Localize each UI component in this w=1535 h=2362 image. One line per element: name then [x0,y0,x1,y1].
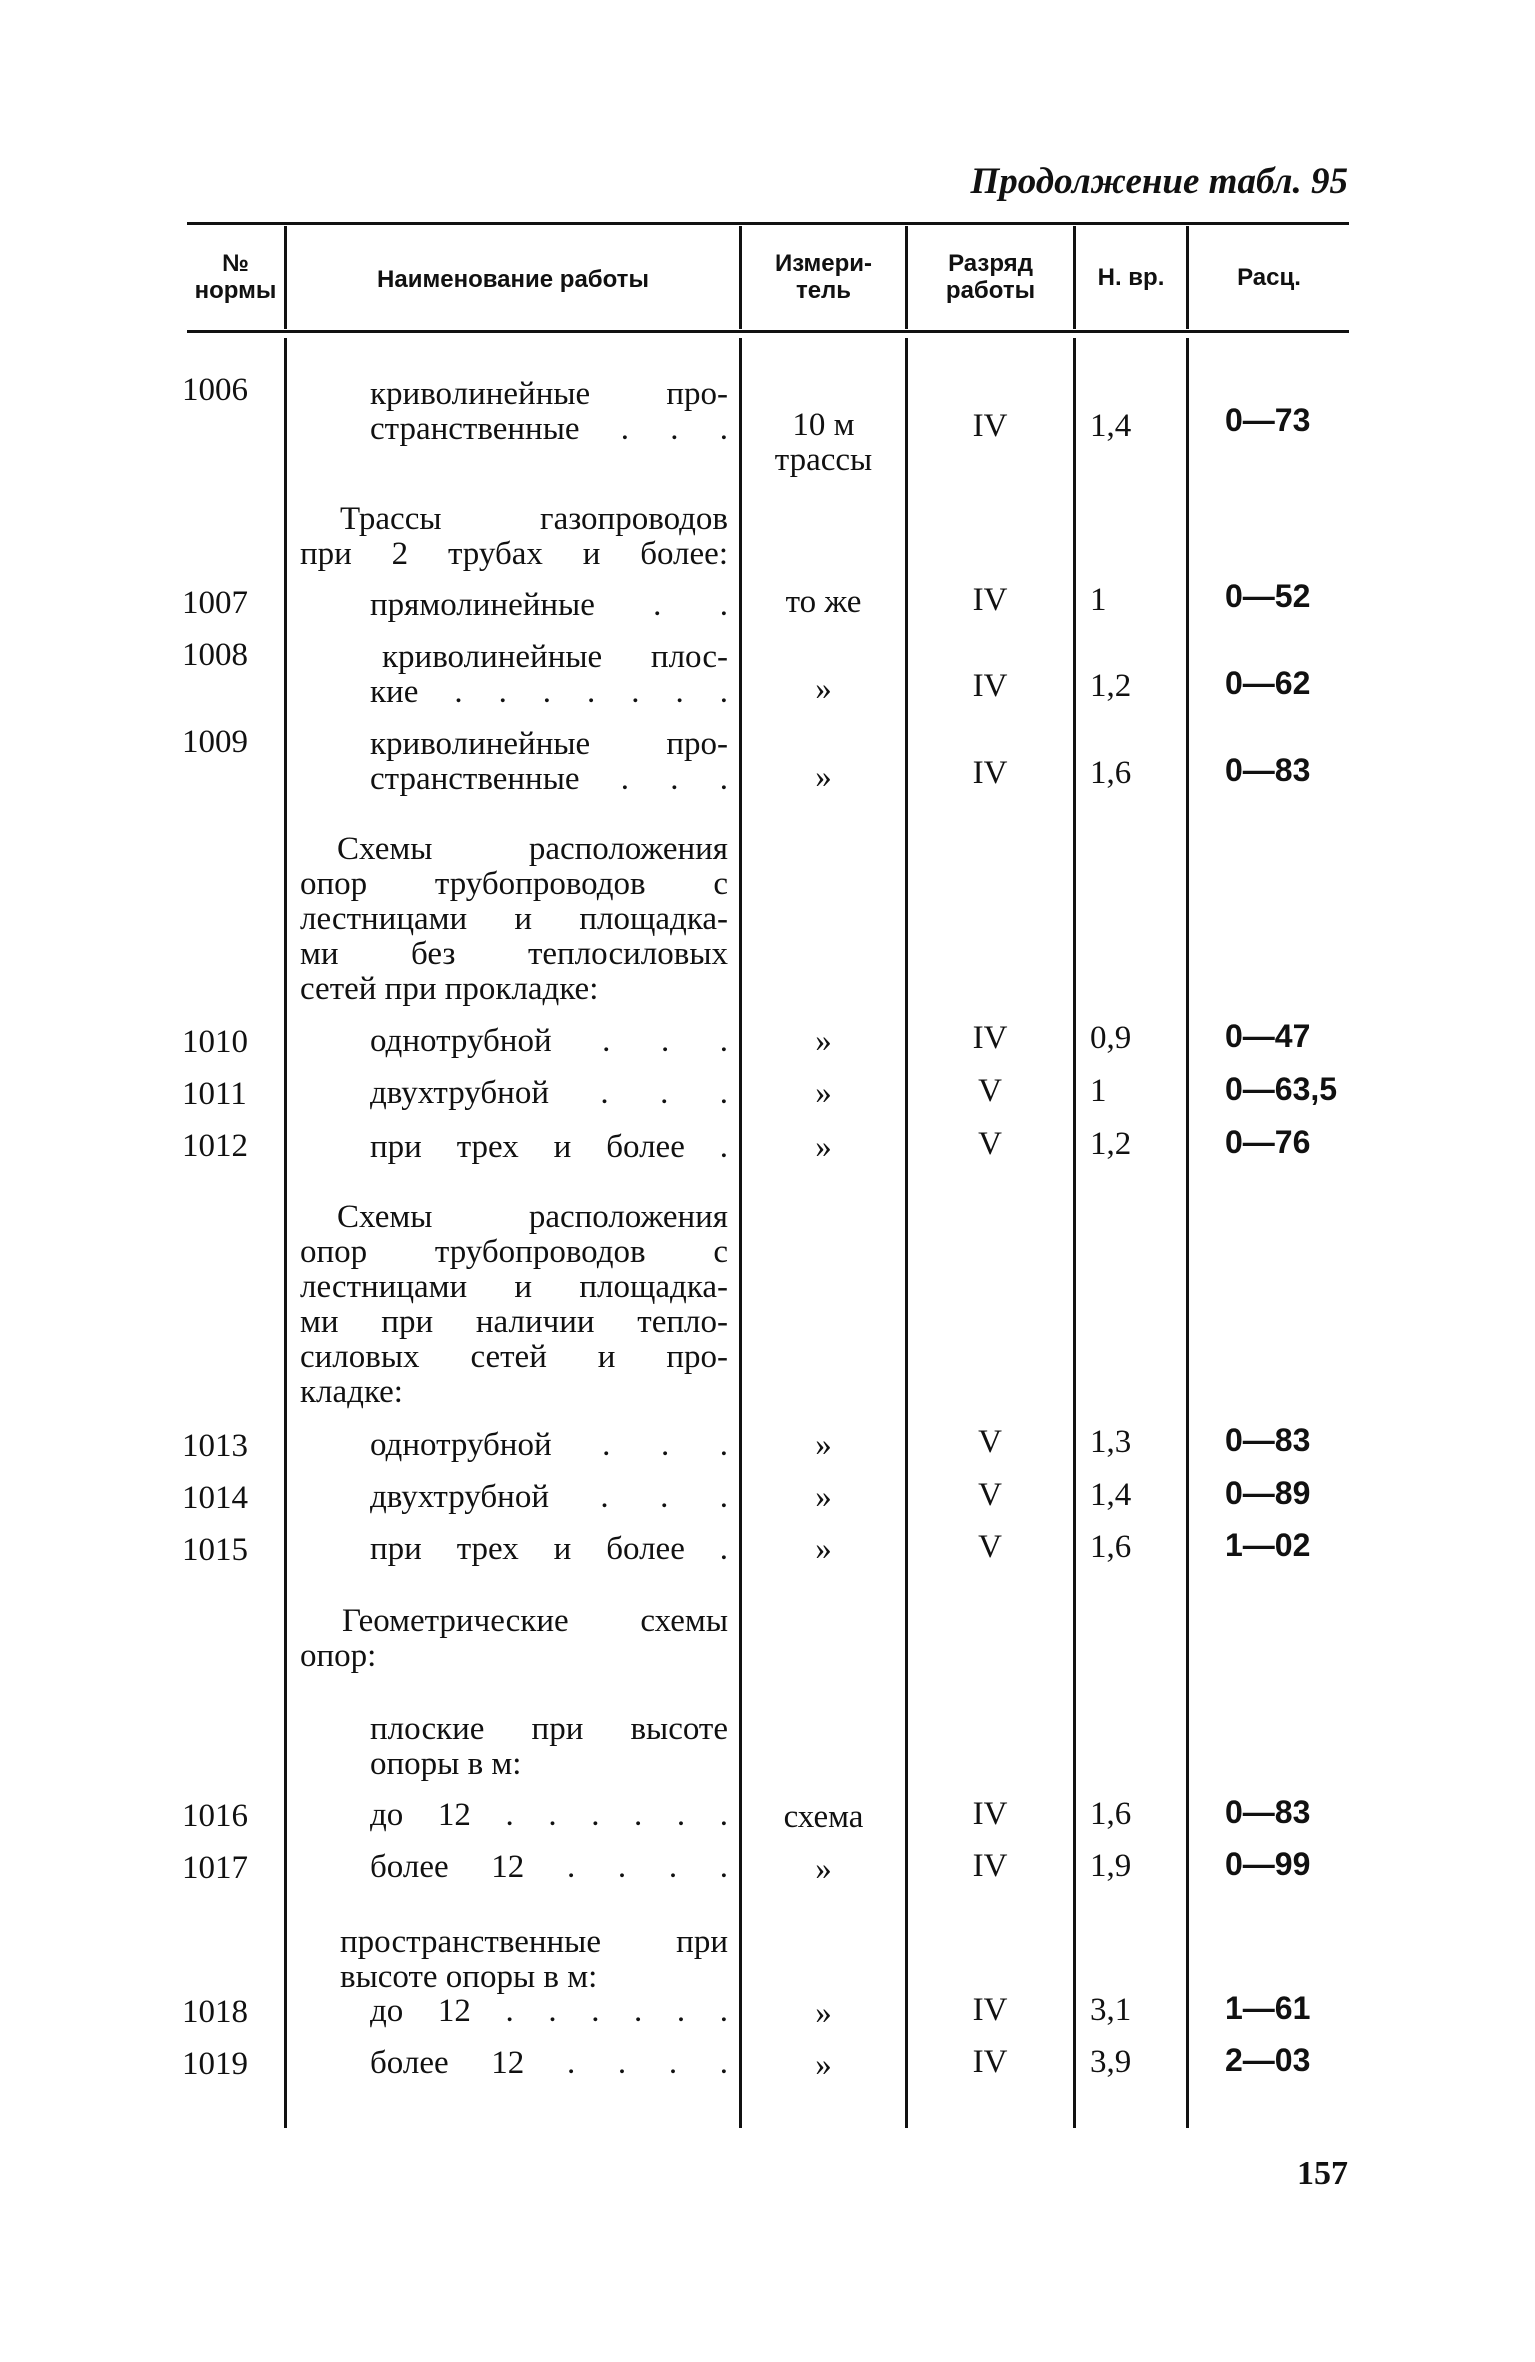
row-1008-name-line1: криволинейные плос- [382,639,728,675]
row-1018-name [370,1994,728,2029]
heading-supports2-line5: силовых сетей и про- [300,1339,728,1375]
subheading-flat-line2: опоры в м: [370,1746,522,1782]
header-grade-line2: работы [945,277,1036,304]
heading-supports-with-heat [300,1200,728,1410]
row-1015-name-line1: при трех и более . [370,1531,728,1567]
row-1017-name [370,1850,728,1885]
row-1012-rate: 0—76 [1225,1124,1311,1160]
row-1007-measure: то же [785,584,862,620]
row-1007-num: 1007 [182,585,248,621]
heading-supports1-line1: Схемы расположения [337,831,728,867]
row-1019-measure: » [815,2047,832,2083]
row-1013-name [370,1428,728,1463]
header-time-norm [1076,264,1186,291]
header-time-text: Н. вр. [1097,264,1165,291]
header-grade-line1: Разряд [948,250,1033,277]
body-separator-5 [1186,338,1189,2128]
heading-supports2-line4: ми при наличии тепло- [300,1304,728,1340]
row-1006-time: 1,4 [1090,408,1132,444]
row-1011-name-line1: двухтрубной . . . [370,1075,728,1111]
row-1011-rate: 0—63,5 [1225,1071,1338,1107]
row-1013-name-line1: однотрубной . . . [370,1427,728,1463]
row-1017-time: 1,9 [1090,1848,1132,1884]
header-meas-line1: Измери- [774,250,873,277]
row-1016-name [370,1798,728,1833]
heading-geometric-schemes [300,1604,728,1674]
row-1019-name [370,2046,728,2081]
row-1015-time: 1,6 [1090,1529,1132,1565]
row-1015-num: 1015 [182,1532,248,1568]
row-1006-name-line2: странственные . . . [370,411,728,447]
heading-supports1-line2: опор трубопроводов с [300,866,728,902]
heading-supports1-line3: лестницами и площадка- [300,901,728,937]
row-1006-num: 1006 [182,372,248,408]
row-1008-rate: 0—62 [1225,665,1311,701]
row-1014-grade: V [978,1477,1002,1513]
heading-geom-line1: Геометрические схемы [342,1603,728,1639]
heading-supports2-line1: Схемы расположения [337,1199,728,1235]
row-1018-measure: » [815,1995,832,2031]
row-1007-name [370,588,728,623]
row-1016-measure: схема [783,1799,864,1835]
row-1018-num: 1018 [182,1994,248,2030]
row-1007-time: 1 [1090,582,1107,618]
row-1008-name [370,640,728,710]
row-1017-measure: » [815,1851,832,1887]
row-1006-meas-line2: трассы [774,442,873,478]
subheading-spatial-line1: пространственные при [340,1924,728,1960]
row-1015-name [370,1532,728,1567]
row-1016-name-line1: до 12 . . . . . . [370,1797,728,1833]
row-1006-measure [742,408,905,478]
subheading-spatial-supports [300,1925,728,1995]
heading-supports1-line5: сетей при прокладке: [300,971,599,1007]
header-name-text: Наименование работы [377,266,649,293]
row-1006-name-line1: криволинейные про- [370,376,728,412]
row-1019-rate: 2—03 [1225,2042,1311,2078]
row-1016-grade: IV [972,1796,1008,1832]
header-work-name [287,266,739,293]
row-1016-rate: 0—83 [1225,1794,1311,1830]
row-1012-num: 1012 [182,1128,248,1164]
row-1014-rate: 0—89 [1225,1475,1311,1511]
row-1014-num: 1014 [182,1480,248,1516]
row-1014-name [370,1480,728,1515]
row-1009-grade: IV [972,755,1008,791]
row-1018-time: 3,1 [1090,1992,1132,2028]
row-1008-name-line2: кие . . . . . . . [370,674,728,710]
heading-gas-pipelines [300,502,728,572]
row-1010-rate: 0—47 [1225,1018,1311,1054]
heading-gas-line1: Трассы газопроводов [340,501,728,537]
row-1017-grade: IV [972,1848,1008,1884]
header-num-line1: № [222,250,249,277]
row-1009-name-line2: странственные . . . [370,761,728,797]
row-1018-rate: 1—61 [1225,1990,1311,2026]
row-1015-grade: V [978,1529,1002,1565]
row-1011-grade: V [978,1073,1002,1109]
row-1007-name-line1: прямолинейные . . [370,587,728,623]
row-1010-num: 1010 [182,1024,248,1060]
row-1011-name [370,1076,728,1111]
row-1010-name [370,1024,728,1059]
row-1012-name-line1: при трех и более . [370,1129,728,1165]
row-1017-num: 1017 [182,1850,248,1886]
row-1008-measure: » [815,671,832,707]
row-1010-time: 0,9 [1090,1020,1132,1056]
row-1015-rate: 1—02 [1225,1527,1311,1563]
row-1017-name-line1: более 12 . . . . [370,1849,728,1885]
header-norm-number [187,250,284,304]
header-rate [1189,264,1349,291]
heading-supports2-line6: кладке: [300,1374,403,1410]
row-1012-time: 1,2 [1090,1126,1132,1162]
header-bottom-rule [187,330,1349,333]
body-separator-4 [1073,338,1076,2128]
row-1006-meas-line1: 10 м [792,407,855,443]
subheading-spatial-line2: высоте опоры в м: [340,1959,598,1995]
heading-supports1-line4: ми без теплосиловых [300,936,728,972]
row-1017-rate: 0—99 [1225,1846,1311,1882]
row-1008-grade: IV [972,668,1008,704]
row-1013-rate: 0—83 [1225,1422,1311,1458]
row-1006-name [370,377,728,447]
row-1013-measure: » [815,1427,832,1463]
row-1019-name-line1: более 12 . . . . [370,2045,728,2081]
row-1013-grade: V [978,1424,1002,1460]
subheading-flat-supports [370,1712,728,1782]
heading-gas-line2: при 2 трубах и более: [300,536,728,572]
row-1019-grade: IV [972,2044,1008,2080]
row-1011-num: 1011 [182,1076,247,1112]
row-1018-grade: IV [972,1992,1008,2028]
row-1010-name-line1: однотрубной . . . [370,1023,728,1059]
heading-supports2-line3: лестницами и площадка- [300,1269,728,1305]
row-1016-time: 1,6 [1090,1796,1132,1832]
subheading-flat-line1: плоские при высоте [370,1711,728,1747]
row-1006-rate: 0—73 [1225,402,1311,438]
row-1009-name [370,727,728,797]
heading-supports-no-heat [300,832,728,1007]
row-1019-num: 1019 [182,2046,248,2082]
row-1011-time: 1 [1090,1073,1107,1109]
row-1014-time: 1,4 [1090,1477,1132,1513]
row-1015-measure: » [815,1531,832,1567]
row-1011-measure: » [815,1075,832,1111]
table-top-rule [187,222,1349,225]
body-separator-1 [284,338,287,2128]
row-1016-num: 1016 [182,1798,248,1834]
row-1019-time: 3,9 [1090,2044,1132,2080]
heading-supports2-line2: опор трубопроводов с [300,1234,728,1270]
header-rate-text: Расц. [1237,264,1301,291]
row-1009-measure: » [815,759,832,795]
row-1018-name-line1: до 12 . . . . . . [370,1993,728,2029]
row-1012-name [370,1130,728,1165]
table-caption: Продолжение табл. 95 [970,161,1348,202]
row-1008-num: 1008 [182,637,248,673]
row-1007-grade: IV [972,582,1008,618]
row-1013-num: 1013 [182,1428,248,1464]
row-1012-grade: V [978,1126,1002,1162]
row-1009-num: 1009 [182,724,248,760]
row-1009-time: 1,6 [1090,755,1132,791]
row-1010-grade: IV [972,1020,1008,1056]
row-1014-name-line1: двухтрубной . . . [370,1479,728,1515]
header-grade [908,250,1073,304]
row-1007-rate: 0—52 [1225,578,1311,614]
row-1010-measure: » [815,1023,832,1059]
row-1012-measure: » [815,1129,832,1165]
row-1013-time: 1,3 [1090,1424,1132,1460]
row-1006-grade: IV [972,408,1008,444]
row-1009-rate: 0—83 [1225,752,1311,788]
row-1008-time: 1,2 [1090,668,1132,704]
row-1009-name-line1: криволинейные про- [370,726,728,762]
row-1014-measure: » [815,1479,832,1515]
heading-geom-line2: опор: [300,1638,377,1674]
header-measure [742,250,905,304]
header-meas-line2: тель [795,277,852,304]
page-number: 157 [1297,2155,1348,2192]
header-num-line2: нормы [194,277,277,304]
